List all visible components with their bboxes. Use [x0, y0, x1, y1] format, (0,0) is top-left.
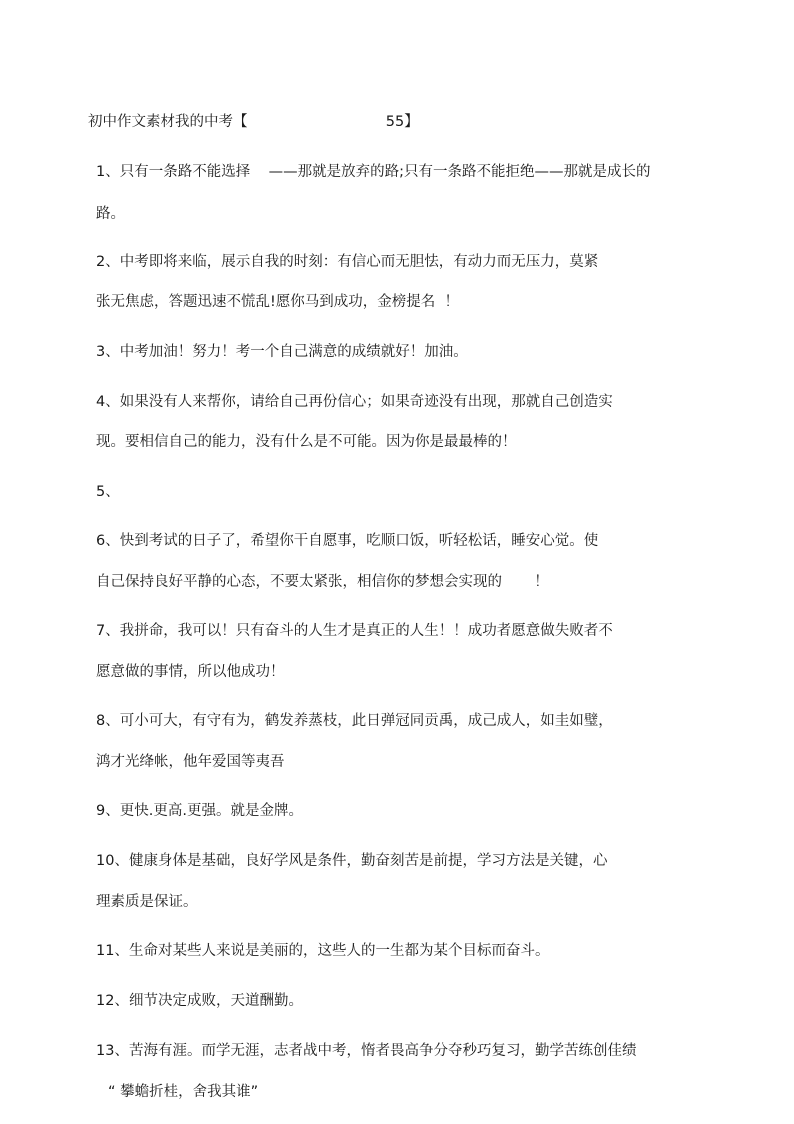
text-line: 路。 [96, 206, 125, 222]
text-line: 10、健康身体是基础，良好学风是条件，勤奋刻苦是前提，学习方法是关键，心 [96, 853, 608, 869]
document-title: 初中作文素材我的中考【 55】 [88, 114, 419, 130]
text-line: 3、中考加油！努力！考一个自己满意的成绩就好！加油。 [96, 344, 468, 360]
text-line: 8、可小可大，有守有为，鹤发养蒸枝，此日弹冠同贡禹，成己成人，如圭如璧， [96, 713, 613, 729]
text-line: 4、如果没有人来帮你，请给自己再份信心；如果奇迹没有出现，那就自己创造实 [96, 394, 613, 410]
text-line: 9、更快.更高.更强。就是金牌。 [96, 803, 303, 819]
text-line: 6、快到考试的日子了，希望你干自愿事，吃顺口饭，听轻松话，睡安心觉。使 [96, 533, 599, 549]
text-line: “ 攀蟾折桂，舍我其谁” [108, 1084, 259, 1100]
text-line: 12、细节决定成败，天道酬勤。 [96, 993, 303, 1009]
text-line: 11、生命对某些人来说是美丽的，这些人的一生都为某个目标而奋斗。 [96, 943, 550, 959]
text-line: 5、 [96, 484, 120, 500]
text-line: 理素质是保证。 [96, 894, 198, 910]
text-line: 张无焦虑，答题迅速不慌乱!愿你马到成功，金榜提名 ！ [96, 294, 460, 310]
text-line: 1、只有一条路不能选择 ——那就是放弃的路;只有一条路不能拒绝——那就是成长的 [96, 164, 651, 180]
text-line: 愿意做的事情，所以他成功！ [96, 664, 285, 680]
text-line: 13、苦海有涯。而学无涯，志者战中考，惰者畏高争分夺秒巧复习，勤学苦练创佳绩 [96, 1043, 637, 1059]
text-line: 现。要相信自己的能力，没有什么是不可能。因为你是最最棒的！ [96, 434, 517, 450]
text-line: 2、中考即将来临，展示自我的时刻：有信心而无胆怯，有动力而无压力，莫紧 [96, 254, 599, 270]
text-line: 鸿才光绛帐，他年爱国等夷吾 [96, 754, 285, 770]
text-line: 7、我拼命，我可以！只有奋斗的人生才是真正的人生！！成功者愿意做失败者不 [96, 623, 613, 639]
text-line: 自己保持良好平静的心态，不要太紧张，相信你的梦想会实现的 ！ [96, 574, 549, 590]
